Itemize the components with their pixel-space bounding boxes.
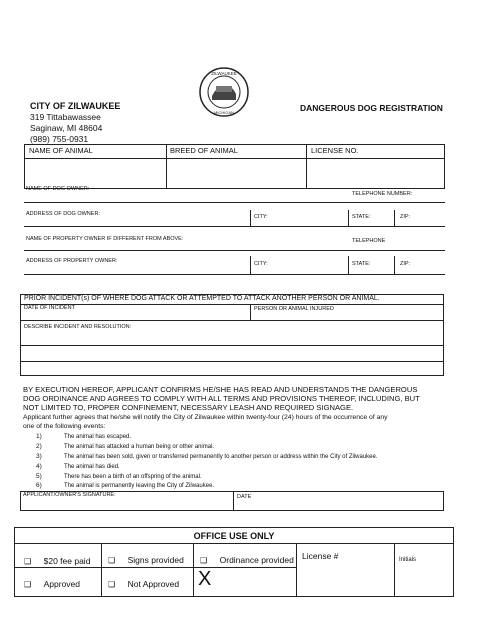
divider [20,361,444,362]
event-number: 4) [36,463,42,470]
signs-provided-checkbox[interactable] [108,550,184,568]
event-text: The animal has attacked a human being or other animal. [64,443,215,450]
divider [233,491,234,511]
event-text: The animal has died. [64,463,120,470]
event-number: 1) [36,433,42,440]
event-number: 6) [36,482,42,489]
divider [193,567,194,597]
divider [14,567,296,568]
license-field[interactable] [308,160,443,187]
divider [166,144,167,189]
org-address-2: Saginaw, MI 48604 [30,123,103,133]
divider [101,543,102,567]
ordinance-provided-checkbox[interactable] [200,550,294,568]
agreement-line-1: BY EXECUTION HEREOF, APPLICANT CONFIRMS HE/SHE HAS READ AND UNDERSTANDS THE DANGEROUS [23,385,418,394]
event-text: There has been a birth of an offspring of the animal. [64,473,202,480]
svg-text:ZILWAUKEE: ZILWAUKEE [211,71,237,76]
describe-field-2[interactable] [22,347,442,359]
city-label: CITY: [254,214,268,220]
incident-heading: PRIOR INCIDENT(s) OF WHERE DOG ATTACK OR ATTEMPTED TO ATTACK ANOTHER PERSON OR ANIMAL. [24,295,380,302]
divider [250,304,251,320]
event-text: The animal has escaped. [64,433,132,440]
signs-provided-label: Signs provided [127,555,184,565]
event-number: 2) [36,443,42,450]
signature-date-label: DATE [237,494,252,500]
property-owner-address-line[interactable] [24,274,445,275]
dog-owner-address-line[interactable] [24,226,445,227]
property-owner-address-label: ADDRESS OF PROPERTY OWNER: [26,258,118,264]
property-owner-name-label: NAME OF PROPERTY OWNER IF DIFFERENT FROM ABOVE: [26,236,184,242]
license-number-field[interactable] [345,547,393,565]
divider [394,256,395,274]
divider [348,210,349,226]
license-label: LICENSE NO. [311,146,359,155]
checkbox-icon: ❑ [24,580,32,589]
form-title: DANGEROUS DOG REGISTRATION [300,103,443,113]
incident-date-label: DATE OF INCIDENT [24,305,75,311]
license-number-label: License # [302,551,339,561]
event-text: The animal has been sold, given or transferred permanently to another person or address within the City of Zilwaukee. [64,453,378,460]
dog-owner-name-line[interactable] [24,202,445,203]
state-label: STATE: [352,214,371,220]
divider [24,158,445,159]
event-text: The animal is permanently leaving the City of Zilwaukee. [64,482,215,489]
divider [20,320,444,321]
not-approved-label: Not Approved [127,579,180,589]
event-number: 5) [36,473,42,480]
org-name: CITY OF ZILWAUKEE [30,101,121,111]
divider [394,210,395,226]
dog-owner-address-label: ADDRESS OF DOG OWNER: [26,211,100,217]
divider [394,543,395,597]
zip-label-2: ZIP: [400,261,411,267]
city-label-2: CITY: [254,261,268,267]
checkbox-icon: ❑ [200,556,208,565]
divider [20,345,444,346]
describe-label: DESCRIBE INCIDENT AND RESOLUTION: [24,324,132,330]
signature-label: APPLICANT/OWNER'S SIGNATURE: [23,492,116,498]
zip-label: ZIP: [400,214,411,220]
org-phone: (989) 755-0931 [30,134,89,144]
animal-name-field[interactable] [26,160,164,187]
agreement-line-3: NOT LIMITED TO, PROPER CONFINEMENT, NECESSARY LEASH AND REQUIRED SIGNAGE. [23,403,354,412]
signature-date-field[interactable] [236,501,442,509]
fee-paid-label: $20 fee paid [43,556,91,566]
approved-label: Approved [43,579,81,589]
city-seal [198,66,250,118]
animal-name-label: NAME OF ANIMAL [29,146,93,155]
describe-field[interactable] [22,331,442,344]
ordinance-provided-label: Ordinance provided [219,555,294,565]
agreement-line-5: one of the following events: [23,423,106,430]
divider [296,543,297,597]
divider [193,543,194,567]
telephone-number-label: TELEPHONE NUMBER: [352,191,413,197]
svg-text:MICHIGAN: MICHIGAN [214,110,234,115]
telephone-label: TELEPHONE [352,238,386,244]
breed-field[interactable] [168,160,304,187]
breed-label: BREED OF ANIMAL [170,146,238,155]
checkbox-icon: ❑ [108,556,116,565]
property-owner-name-line[interactable] [24,250,445,251]
initials-label: Initials [399,557,417,563]
checkbox-icon: ❑ [24,557,32,566]
divider [20,304,444,305]
checkbox-icon: ❑ [108,580,116,589]
dog-owner-name-label: NAME OF DOG OWNER: [26,186,90,192]
event-number: 3) [36,453,42,460]
not-approved-checkbox[interactable] [108,574,179,592]
org-address-1: 319 Tittabawassee [30,112,101,122]
divider [348,256,349,274]
divider [250,256,251,274]
signature-field[interactable] [22,499,231,509]
divider [250,210,251,226]
agreement-line-2: DOG ORDINANCE AND AGREES TO COMPLY WITH ALL TERMS AND PROVISIONS THEREOF, INCLUDING, BUT [23,394,420,403]
agreement-line-4: Applicant further agrees that he/she will notify the City of Zilwaukee within twenty-four (24) hours of the occurrence of any [23,414,388,421]
state-label-2: STATE: [352,261,371,267]
divider [306,144,307,189]
injured-label: PERSON OR ANIMAL INJURED [254,306,334,312]
office-title: OFFICE USE ONLY [193,531,275,541]
divider [14,543,454,544]
divider [101,567,102,597]
approved-checkbox[interactable] [24,574,80,592]
x-mark: X [198,568,212,590]
